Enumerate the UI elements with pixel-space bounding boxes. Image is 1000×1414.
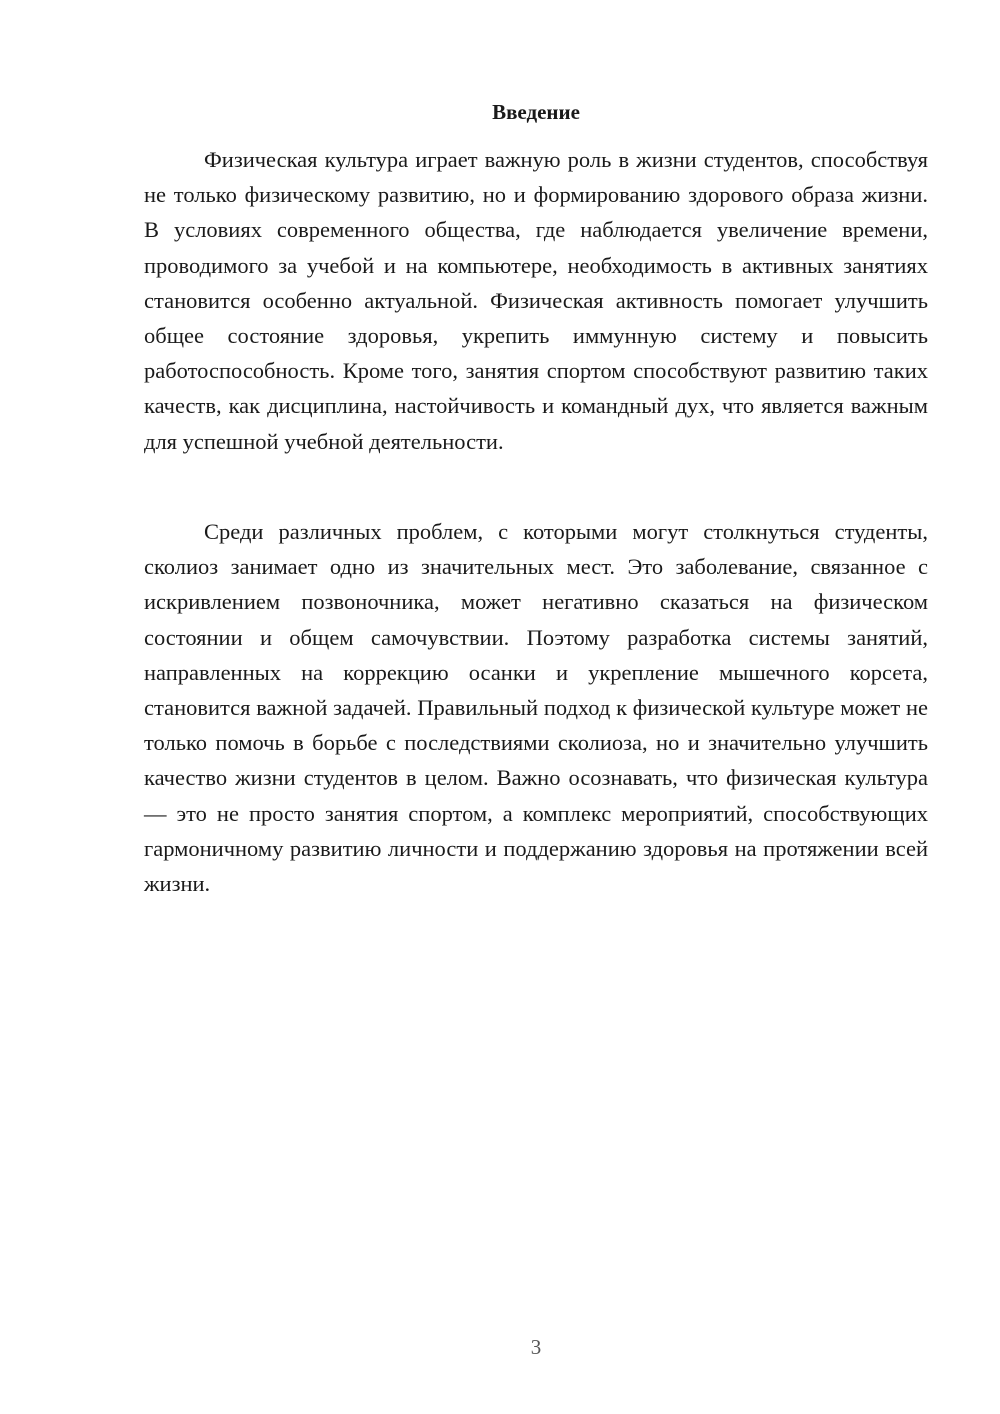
paragraph-2: Среди различных проблем, с которыми могут столкнуться студенты, сколиоз занимает одно из значительных мест. Это заболевание, связанное с искривлением позвоночника, может негативно сказаться на физическом состоянии и общем самочувствии. Поэтому разработка системы занятий, направленных на коррекцию осанки и укрепление мышечного корсета, становится важной задачей. Правильный подход к физической культуре может не только помочь в борьбе с последствиями сколиоза, но и значительно улучшить качество жизни студентов в целом. Важно осознавать, что физическая культура — это не просто занятия спортом, а комплекс мероприятий, способствующих гармоничному развитию личности и поддержанию здоровья на протяжении всей жизни. <box>144 519 928 897</box>
page-number: 3 <box>530 1335 542 1359</box>
paragraph-1: Физическая культура играет важную роль в жизни студентов, способствуя не только физическому развитию, но и формированию здорового образа жизни. В условиях современного общества, где наблюдается увеличение времени, проводимого за учебой и на компьютере, необходимость в активных занятиях становится особенно актуальной. Физическая активность помогает улучшить общее состояние здоровья, укрепить иммунную систему и повысить работоспособность. Кроме того, занятия спортом способствуют развитию таких качеств, как дисциплина, настойчивость и командный дух, что является важным для успешной учебной деятельности. <box>144 147 928 454</box>
page-title: Введение <box>492 100 580 124</box>
